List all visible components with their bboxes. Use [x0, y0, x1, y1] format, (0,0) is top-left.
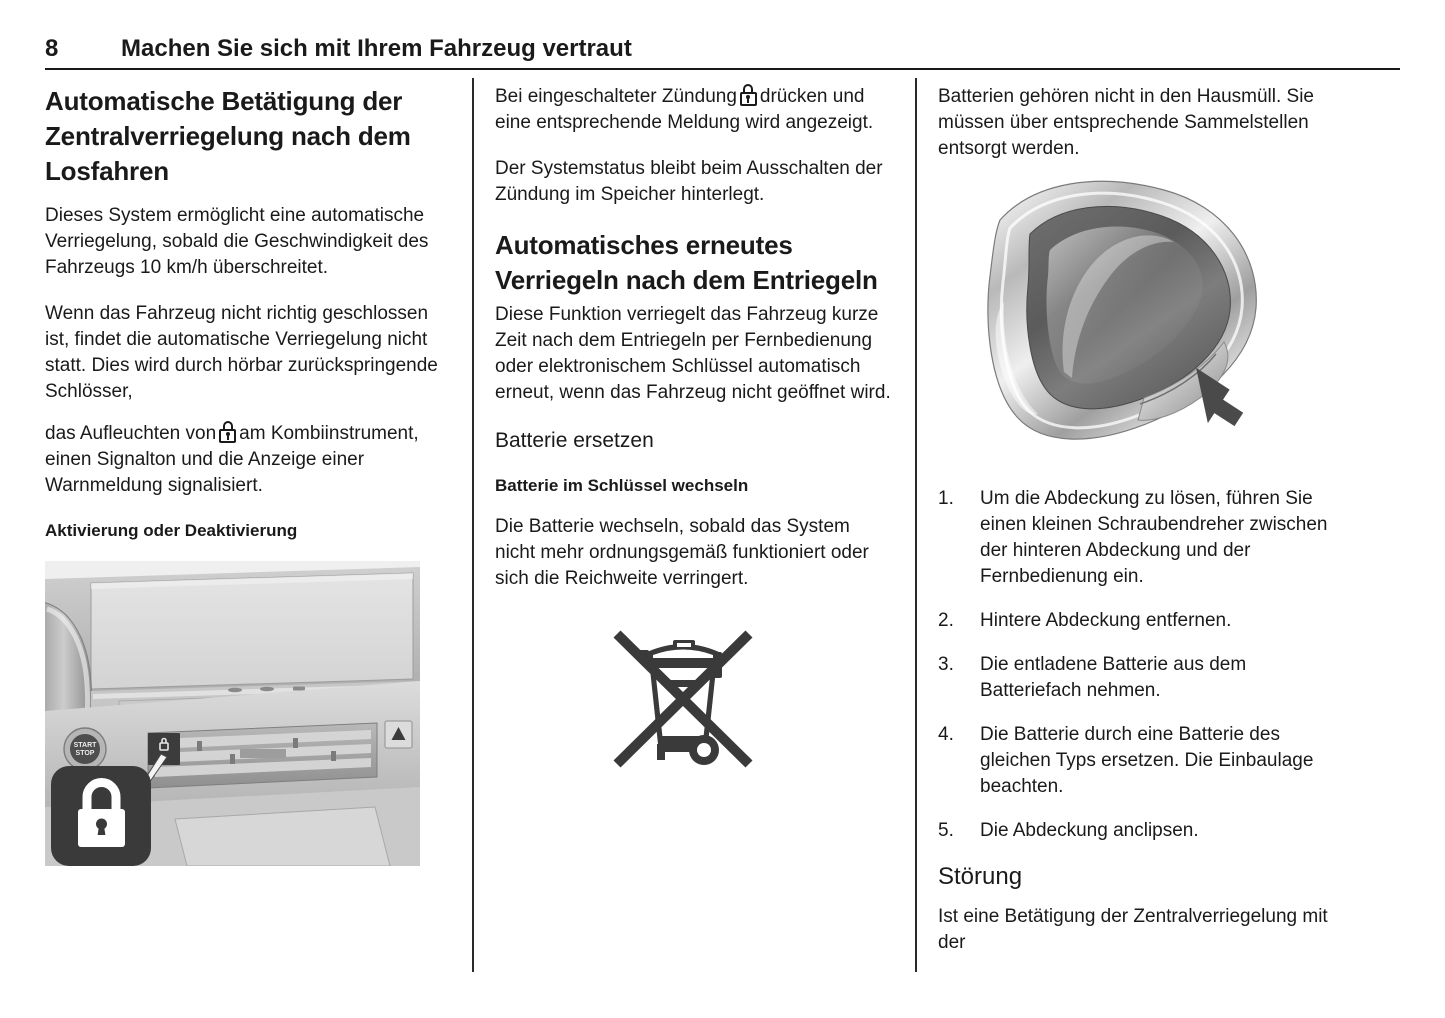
paragraph-system-description: Dieses System ermöglicht eine automatische Verriegelung, sobald die Geschwindigkeit des Fahrzeugs 10 km/h überschreitet.: [45, 205, 429, 278]
lock-icon: [219, 421, 236, 443]
column-divider-2: [915, 78, 917, 972]
crossed-out-wheelie-bin-icon: [603, 622, 763, 782]
section-heading-malfunction: Störung: [938, 863, 1023, 890]
list-item: [938, 486, 1338, 590]
paragraph-indicator: [45, 421, 445, 499]
paragraph-ignition-before: Bei eingeschalteter Zündung: [495, 86, 737, 107]
column-3: [938, 84, 1338, 974]
key-fob-figure: [938, 172, 1338, 472]
step-text: Hintere Abdeckung entfernen.: [980, 610, 1232, 631]
dashboard-photo: [45, 561, 420, 866]
subheading-activation: Aktivierung oder Deaktivierung: [45, 521, 298, 540]
step-number: 2.: [938, 610, 954, 631]
step-text: Die entladene Batterie aus dem Batteriefach nehmen.: [980, 654, 1247, 701]
list-item: [938, 608, 1338, 634]
start-stop-label-line2: STOP: [75, 750, 95, 757]
section-heading-relock: Automatisches erneutes Verriegeln nach dem Entriegeln: [495, 230, 878, 295]
list-item: [938, 818, 1338, 844]
paragraph-malfunction: Ist eine Betätigung der Zentralverriegelung mit der: [938, 906, 1328, 953]
paragraph-ignition-press: [495, 84, 895, 136]
column-2: [495, 84, 895, 974]
start-stop-label-line1: START: [73, 742, 97, 749]
step-number: 1.: [938, 488, 954, 509]
paragraph-system-status: Der Systemstatus bleibt beim Ausschalten der Zündung im Speicher hinterlegt.: [495, 158, 883, 205]
page-header: [45, 34, 1400, 70]
key-fob-illustration: [938, 172, 1338, 472]
page-title: Machen Sie sich mit Ihrem Fahrzeug vertraut: [121, 35, 632, 62]
paragraph-indicator-before: das Aufleuchten von: [45, 423, 217, 444]
dashboard-illustration: [45, 561, 420, 866]
paragraph-indicator-after: am Kombiinstrument, einen Signalton und die Anzeige einer Warnmeldung signalisiert.: [45, 423, 419, 496]
paragraph-battery-disposal: Batterien gehören nicht in den Hausmüll. Sie müssen über entsprechende Sammelstellen entsorgt werden.: [938, 86, 1315, 159]
column-1: [45, 84, 445, 974]
list-item: [938, 652, 1338, 704]
step-text: Um die Abdeckung zu lösen, führen Sie einen kleinen Schraubendreher zwischen der hinteren Abdeckung und der Fernbedienung ein.: [980, 488, 1328, 587]
paragraph-battery-change: Die Batterie wechseln, sobald das System nicht mehr ordnungsgemäß funktioniert oder sich die Reichweite verringert.: [495, 516, 869, 589]
list-item: [938, 722, 1338, 800]
step-number: 3.: [938, 654, 954, 675]
step-text: Die Batterie durch eine Batterie des gleichen Typs ersetzen. Die Einbaulage beachten.: [980, 724, 1314, 797]
step-number: 4.: [938, 724, 954, 745]
weee-figure: [495, 614, 870, 789]
content-columns: [45, 84, 1400, 974]
paragraph-relock-description: Diese Funktion verriegelt das Fahrzeug kurze Zeit nach dem Entriegeln per Fernbedienung oder elektronischem Schlüssel automatisch erneut, wenn das Fahrzeug nicht geöffnet wird.: [495, 304, 891, 403]
battery-replacement-steps: [938, 486, 1338, 844]
step-number: 5.: [938, 820, 954, 841]
minor-heading-key-battery: Batterie im Schlüssel wechseln: [495, 476, 749, 495]
lock-icon: [740, 84, 757, 106]
column-divider-1: [472, 78, 474, 972]
paragraph-not-closed: Wenn das Fahrzeug nicht richtig geschlossen ist, findet die automatische Verriegelung nicht statt. Dies wird durch hörbar zurückspringende Schlösser,: [45, 303, 438, 402]
paragraph-ignition-after: drücken und eine entsprechende Meldung wird angezeigt.: [495, 86, 874, 133]
subheading-battery-replace: Batterie ersetzen: [495, 429, 654, 452]
section-heading-auto-locking: Automatische Betätigung der Zentralverriegelung nach dem Losfahren: [45, 86, 411, 186]
page-number: 8: [45, 35, 59, 62]
step-text: Die Abdeckung anclipsen.: [980, 820, 1199, 841]
